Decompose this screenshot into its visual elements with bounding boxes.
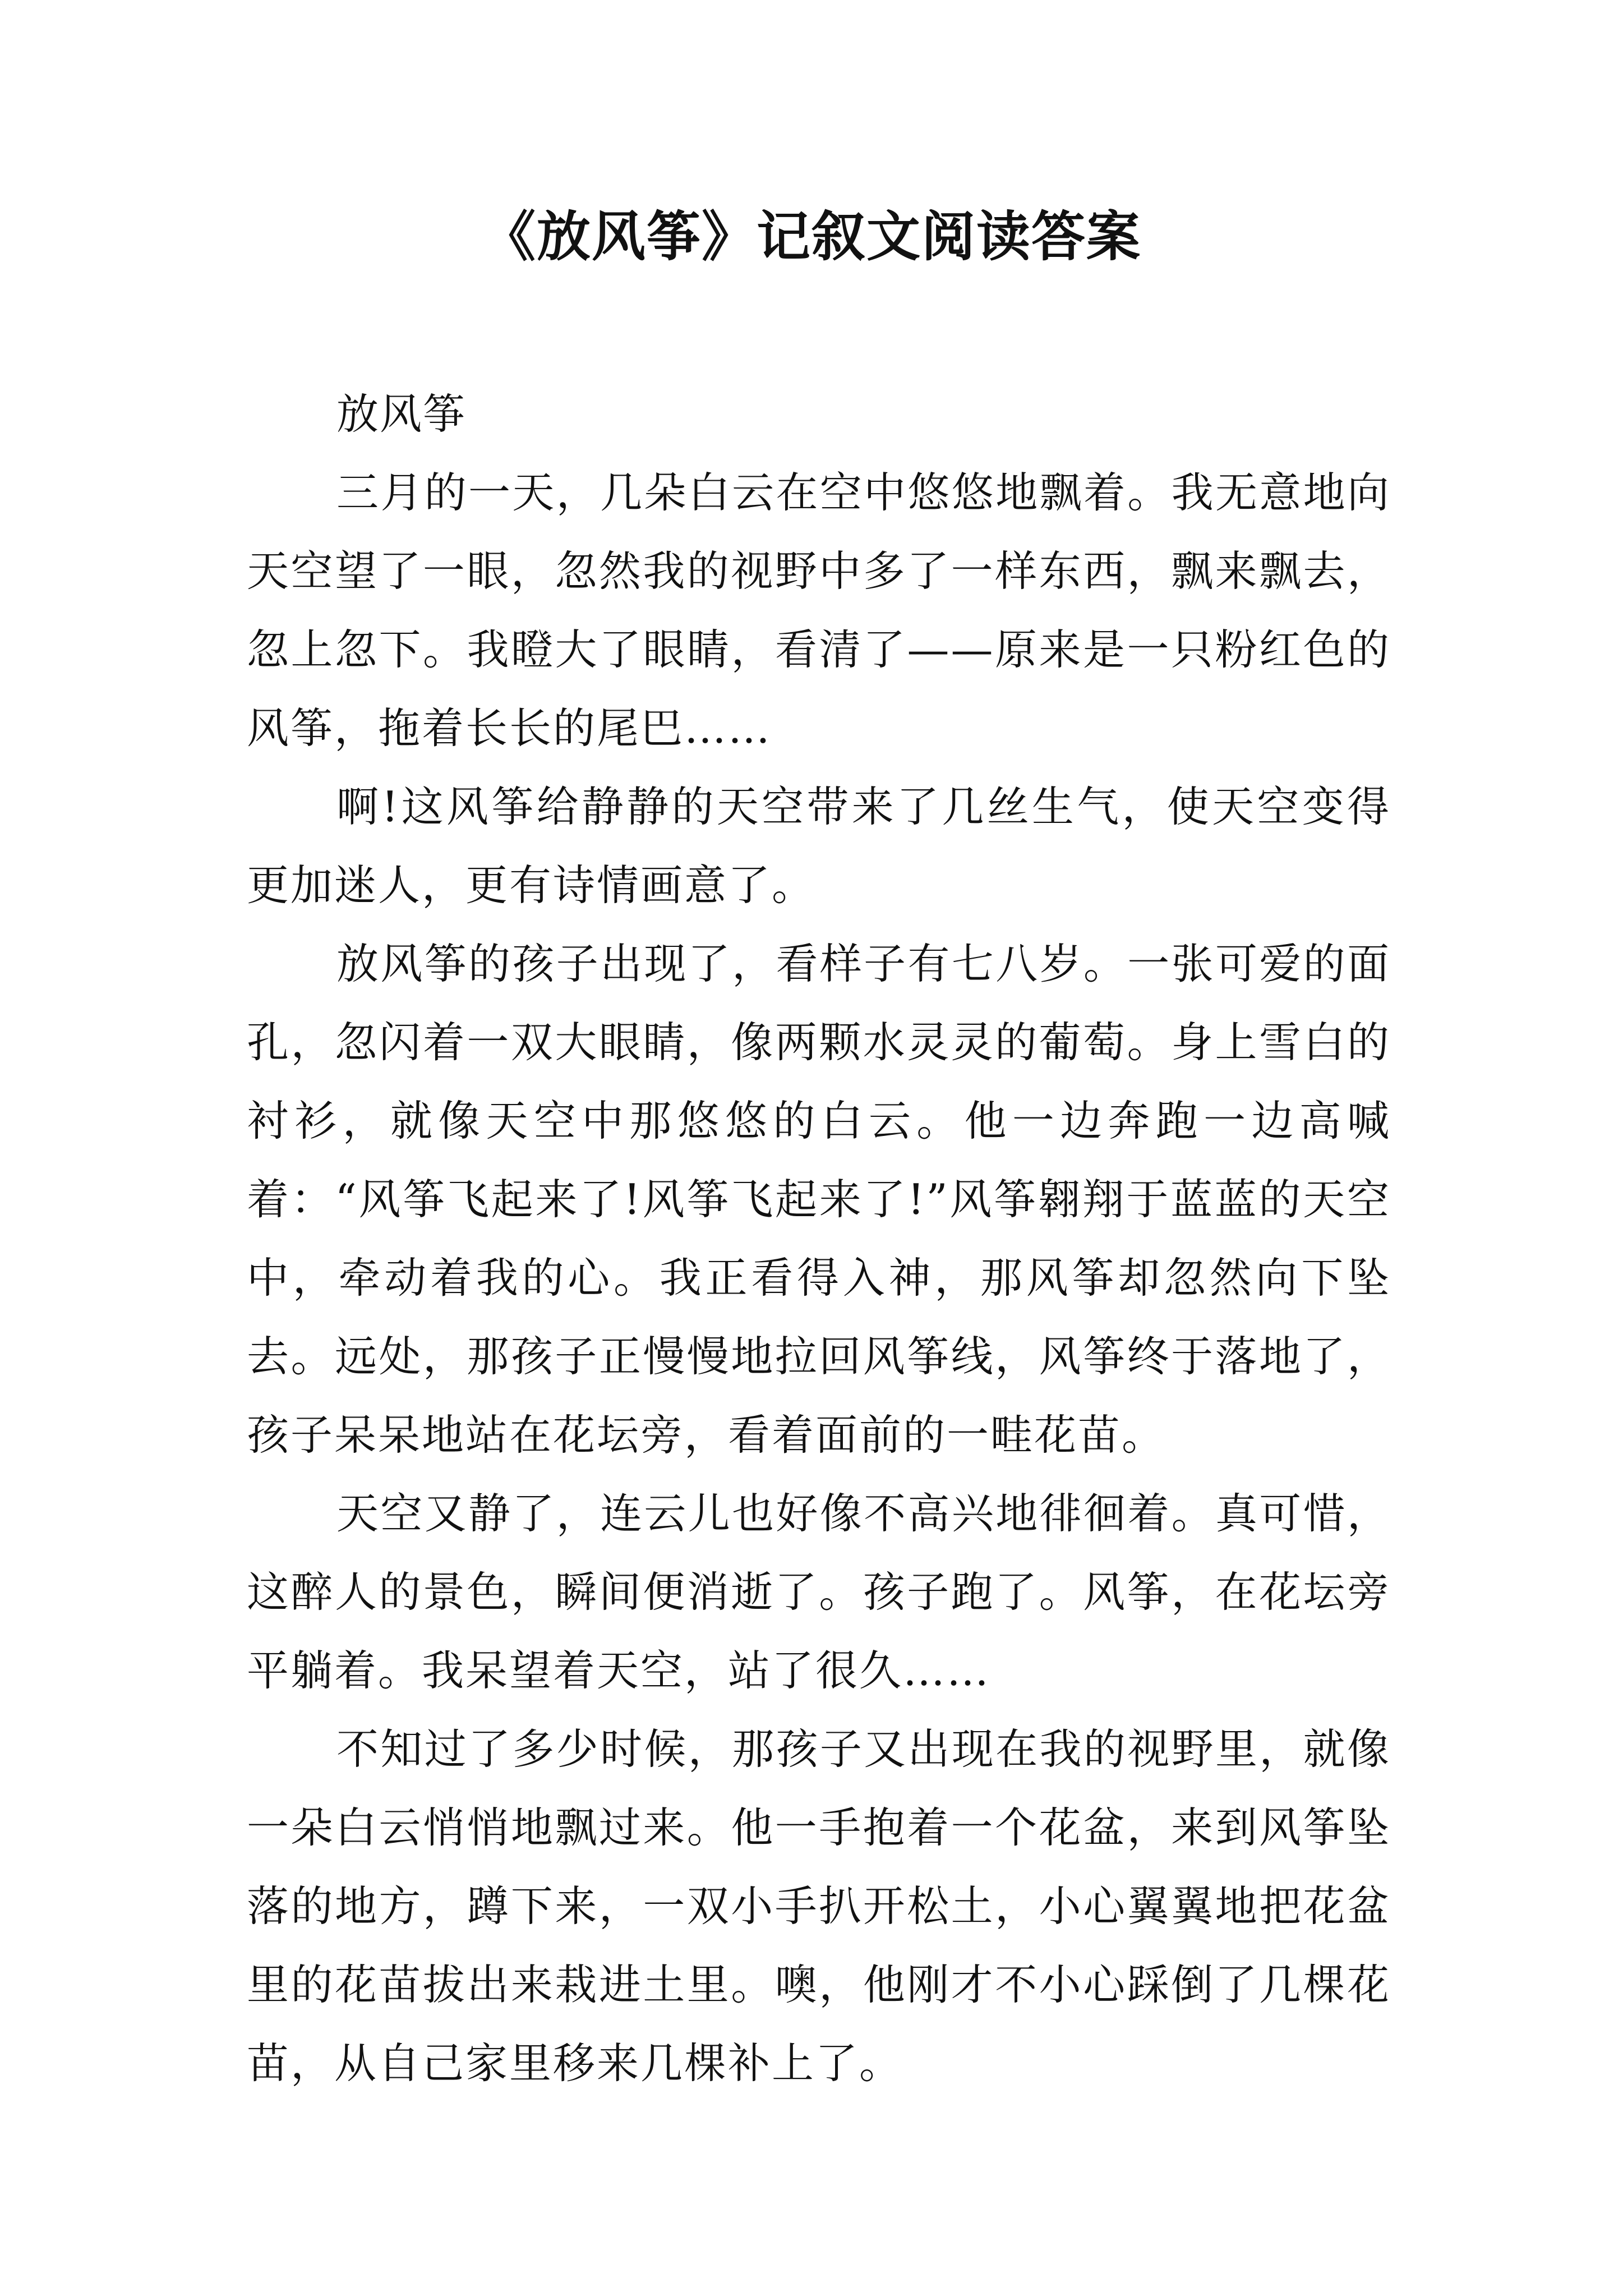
paragraph: 放风筝的孩子出现了，看样子有七八岁。一张可爱的面孔，忽闪着一双大眼睛，像两颗水灵灵的葡萄。身上雪白的衬衫，就像天空中那悠悠的白云。他一边奔跑一边高喊着：“风筝飞起来了!风筝飞起来了!”风筝翱翔于蓝蓝的天空中，牵动着我的心。我正看得入神，那风筝却忽然向下坠去。远处，那孩子正慢慢地拉回风筝线，风筝终于落地了，孩子呆呆地站在花坛旁，看着面前的一畦花苗。 bbox=[247, 939, 1391, 1460]
paragraph: 天空又静了，连云儿也好像不高兴地徘徊着。真可惜，这醉人的景色，瞬间便消逝了。孩子跑了。风筝，在花坛旁平躺着。我呆望着天空，站了很久…… bbox=[247, 1489, 1391, 1695]
paragraph: 不知过了多少时候，那孩子又出现在我的视野里，就像一朵白云悄悄地飘过来。他一手抱着一个花盆，来到风筝坠落的地方，蹲下来，一双小手扒开松土，小心翼翼地把花盆里的花苗拔出来栽进土里。噢，他刚才不小心踩倒了几棵花苗，从自己家里移来几棵补上了。 bbox=[247, 1724, 1391, 2088]
paragraph: 啊!这风筝给静静的天空带来了几丝生气，使天空变得更加迷人，更有诗情画意了。 bbox=[247, 782, 1391, 910]
article-body bbox=[247, 375, 1391, 2102]
article-heading: 放风筝 bbox=[336, 389, 467, 439]
document-title: 《放风筝》记叙文阅读答案 bbox=[482, 205, 1141, 268]
paragraph: 三月的一天，几朵白云在空中悠悠地飘着。我无意地向天空望了一眼，忽然我的视野中多了一样东西，飘来飘去，忽上忽下。我瞪大了眼睛，看清了——原来是一只粉红色的风筝，拖着长长的尾巴…… bbox=[247, 468, 1391, 753]
